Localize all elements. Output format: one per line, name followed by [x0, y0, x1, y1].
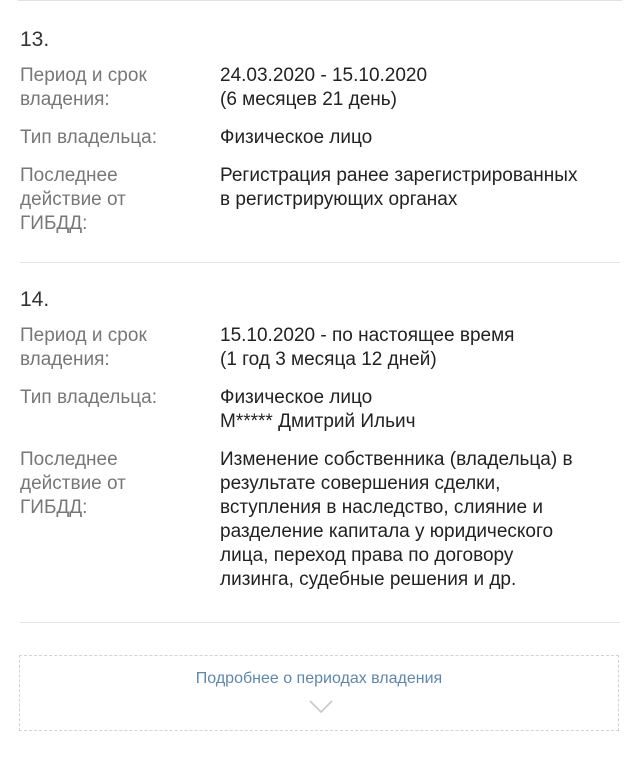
- last-action-row: [20, 164, 630, 236]
- record-divider: [20, 262, 620, 263]
- last-action-label: Последнее действие от ГИБДД:: [20, 449, 126, 518]
- owner-type-row: [20, 126, 630, 150]
- period-label: Период и срок владения:: [20, 65, 147, 110]
- last-action-row: [20, 448, 630, 592]
- period-row: [20, 64, 630, 112]
- more-link-label[interactable]: Подробнее о периодах владения: [195, 670, 443, 687]
- ownership-periods-more-button[interactable]: [19, 655, 619, 731]
- record-number: 14.: [20, 288, 50, 311]
- period-row: [20, 324, 630, 372]
- owner-type-label: Тип владельца:: [20, 387, 157, 408]
- last-action-value: Изменение собственника (владельца) в результате совершения сделки, вступления в наследство, слияние и разделение капитала у юридического лица, переход права по договору лизинга, судебные решения и др.: [220, 449, 573, 590]
- owner-type-label: Тип владельца:: [20, 127, 157, 148]
- period-label: Период и срок владения:: [20, 325, 147, 370]
- owner-type-row: [20, 386, 630, 434]
- top-divider: [18, 0, 622, 1]
- record-divider: [20, 622, 620, 623]
- owner-type-value: Физическое лицо: [220, 127, 373, 148]
- chevron-down-icon[interactable]: [309, 699, 333, 715]
- last-action-value: Регистрация ранее зарегистрированных в регистрирующих органах: [220, 165, 578, 210]
- ownership-record-13: [20, 28, 630, 236]
- record-number: 13.: [20, 28, 50, 51]
- ownership-record-14: [20, 288, 630, 592]
- owner-type-value: Физическое лицо М***** Дмитрий Ильич: [220, 387, 416, 432]
- period-value: 24.03.2020 - 15.10.2020 (6 месяцев 21 день): [220, 65, 428, 110]
- last-action-label: Последнее действие от ГИБДД:: [20, 165, 126, 234]
- period-value: 15.10.2020 - по настоящее время (1 год 3 месяца 12 дней): [220, 325, 515, 370]
